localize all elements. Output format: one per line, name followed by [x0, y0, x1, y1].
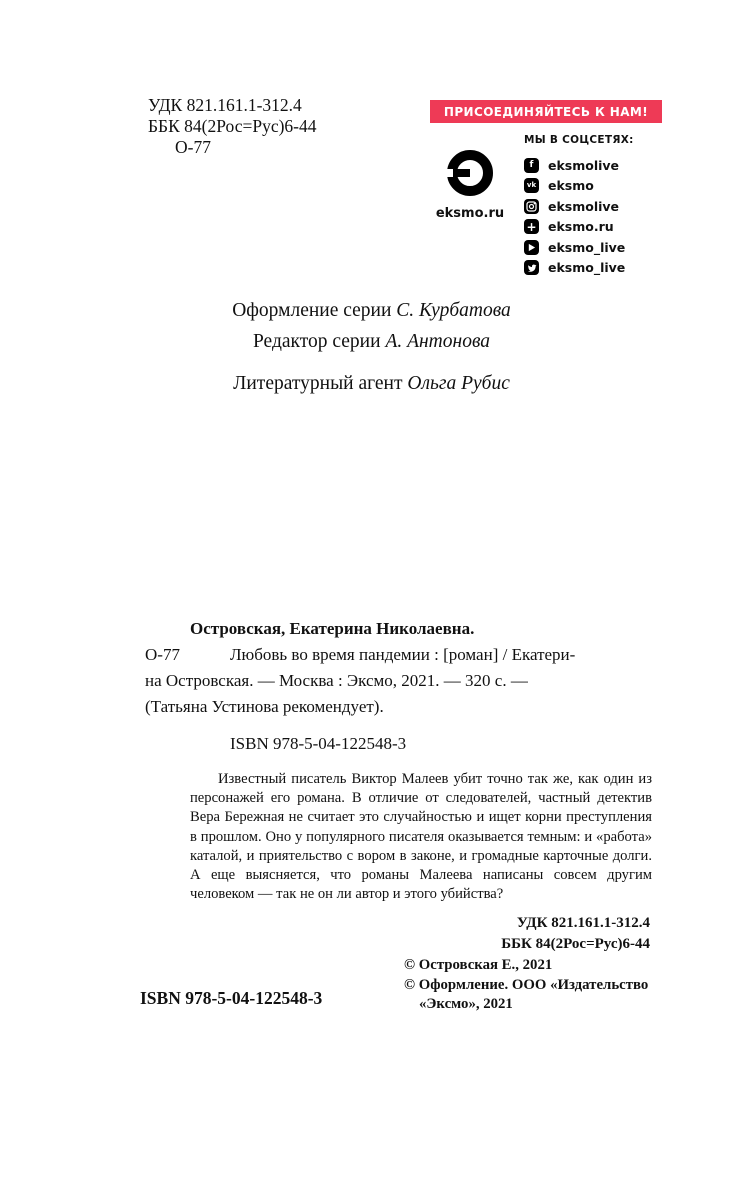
social-handle: eksmo_live: [548, 260, 626, 276]
catalog-author: Островская, Екатерина Николаевна.: [190, 619, 475, 638]
catalog-card: [145, 616, 657, 955]
social-row-instagram: [524, 196, 625, 217]
social-row-twitter: [524, 258, 625, 279]
series-editor-label: Редактор серии: [252, 331, 386, 352]
twitter-icon: [524, 260, 539, 275]
social-list: [524, 155, 625, 278]
annotation-text: Известный писатель Виктор Малеев убит точно так же, как один из персонажей его романа. В отличие от следователей, частный детектив Вера Бережная не считает это случайностью и ищет корни преступления в прошлом. Оно у популярного писателя оказывается темным: и «работа» каталой, и приятельство с вором в законе, и громадные карточные долги. А еще выясняется, что романы Малеева написаны совсем другим человеком — так не он ли автор и этого убийства?: [190, 771, 652, 903]
bbk-code: ББК 84(2Рос=Рус)6-44: [148, 116, 317, 136]
copyright-block: [404, 956, 648, 1015]
literary-agent-name: Ольга Рубис: [407, 373, 510, 394]
social-handle: eksmo_live: [548, 239, 626, 255]
social-handle: eksmo: [548, 178, 594, 194]
catalog-entry-line-1: [145, 642, 657, 668]
udk-code: УДК 821.161.1-312.4: [148, 95, 302, 115]
series-design-label: Оформление серии: [232, 300, 397, 321]
social-handle: eksmo.ru: [548, 219, 614, 235]
catalog-entry-line-3: (Татьяна Устинова рекомендует).: [145, 697, 384, 716]
series-design-credit: [0, 300, 743, 322]
vk-icon: vk: [524, 178, 539, 193]
literary-agent-credit: [0, 373, 743, 395]
plus-icon: +: [524, 219, 539, 234]
social-row-youtube: [524, 237, 625, 258]
instagram-icon: [524, 199, 539, 214]
footer-isbn: ISBN 978-5-04-122548-3: [140, 988, 323, 1008]
catalog-author-code: О-77: [145, 645, 180, 664]
social-header: МЫ В СОЦСЕТЯХ:: [524, 134, 634, 146]
social-handle: eksmolive: [548, 157, 620, 173]
social-row-vk: [524, 176, 625, 197]
social-row-facebook: [524, 155, 625, 176]
literary-agent-label: Литературный агент: [233, 373, 408, 394]
catalog-entry-line-2: на Островская. — Москва : Эксмо, 2021. — 320 с. —: [145, 671, 528, 690]
publisher-logo-block: [428, 148, 512, 221]
catalog-title: Любовь во время пандемии : [роман] / Екатери-: [230, 645, 576, 664]
copyright-author: © Островская Е., 2021: [404, 957, 553, 973]
social-handle: eksmolive: [548, 198, 620, 214]
bibliographic-codes: [148, 95, 317, 158]
social-row-eksmo-ru: [524, 217, 625, 238]
copyright-design-line2: «Эксмо», 2021: [419, 996, 513, 1012]
youtube-icon: [524, 240, 539, 255]
series-editor-name: А. Антонова: [385, 331, 491, 352]
join-us-banner: ПРИСОЕДИНЯЙТЕСЬ К НАМ!: [430, 100, 662, 123]
udk-code-right: УДК 821.161.1-312.4: [516, 915, 650, 932]
copyright-design-line1: © Оформление. ООО «Издательство: [404, 976, 649, 993]
eksmo-logo-icon: [445, 183, 495, 202]
bbk-code-right: ББК 84(2Рос=Рус)6-44: [501, 936, 650, 953]
catalog-codes-right: [145, 913, 650, 955]
series-designer-name: С. Курбатова: [396, 300, 511, 321]
catalog-isbn: ISBN 978-5-04-122548-3: [230, 734, 407, 753]
facebook-icon: f: [524, 158, 539, 173]
publisher-site-label: eksmo.ru: [435, 206, 505, 221]
author-code: О-77: [175, 137, 211, 157]
series-editor-credit: [0, 331, 743, 353]
